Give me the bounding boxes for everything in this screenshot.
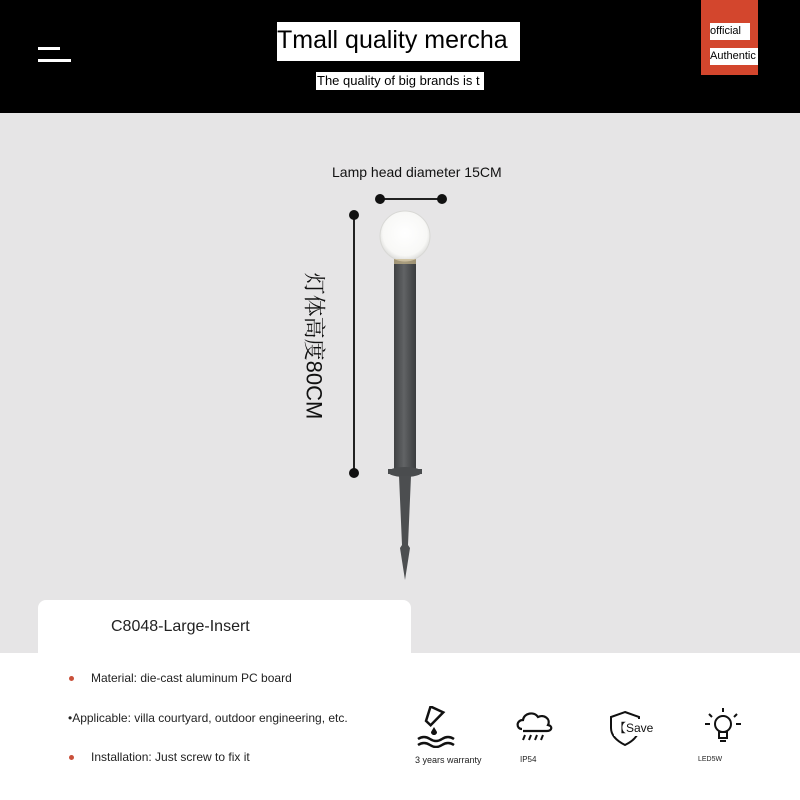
- badge-authentic-label: Authentic: [710, 48, 758, 65]
- bulb-caption: LED5W: [698, 756, 723, 763]
- lamp-spike: [399, 476, 411, 580]
- bullet-dot: [69, 676, 74, 681]
- save-label: 【Save: [614, 721, 654, 735]
- page-title-text: Tmall quality mercha: [277, 26, 508, 54]
- feature-applicable: •Applicable: villa courtyard, outdoor engineering, etc.: [68, 711, 348, 725]
- feature-installation: Installation: Just screw to fix it: [91, 750, 250, 764]
- badge-official-label: official: [710, 23, 750, 40]
- feature-material: Material: die-cast aluminum PC board: [91, 671, 292, 685]
- lamp-pole: [394, 255, 416, 470]
- rain-cloud-icon: [514, 709, 554, 743]
- waterproof-caption: IP54: [520, 755, 537, 764]
- diameter-dimension-line: [375, 194, 447, 204]
- height-dimension-line: [349, 210, 359, 478]
- model-name: C8048-Large-Insert: [111, 618, 250, 635]
- light-bulb-icon: [703, 706, 743, 748]
- model-card: [38, 600, 411, 660]
- height-label: 灯体高度80CM: [301, 272, 327, 420]
- diameter-label: Lamp head diameter 15CM: [332, 164, 502, 180]
- page-subtitle-text: The quality of big brands is t: [317, 73, 480, 88]
- bullet-dot: [69, 755, 74, 760]
- lamp-globe: [380, 211, 430, 261]
- water-bucket-icon: [414, 706, 456, 748]
- warranty-caption: 3 years warranty: [415, 755, 482, 765]
